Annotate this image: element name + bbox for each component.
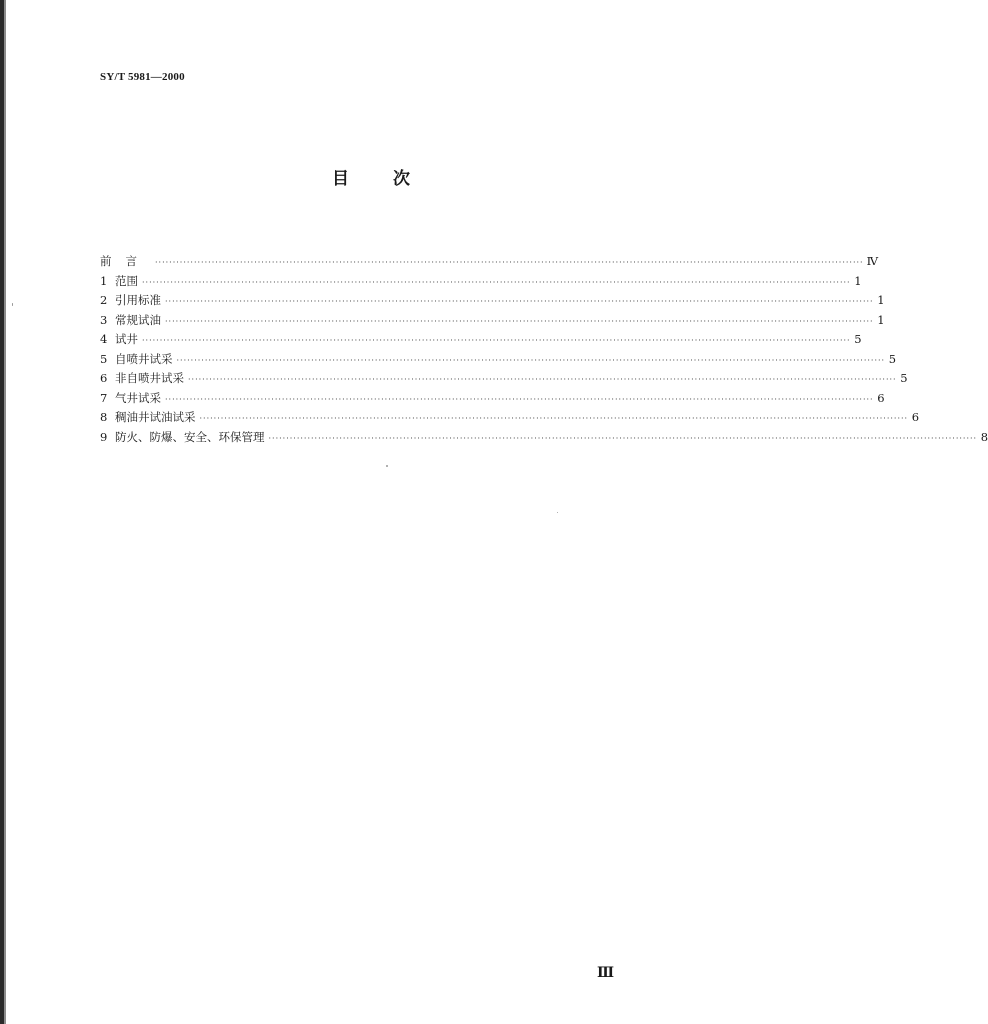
toc-entry-page: 5: [888, 351, 897, 366]
scan-speck: [12, 303, 13, 306]
standard-code: SY/T 5981—2000: [100, 71, 185, 83]
toc-entry-label: 稠油井试油试采: [115, 410, 196, 424]
toc-entry-number: 5: [100, 351, 108, 366]
toc-entry-number: 8: [100, 410, 108, 424]
toc-leader-dots: ········································································································································································································: [165, 297, 874, 306]
page-title-char-2: 次: [393, 169, 410, 189]
page-title-char-1: 目: [332, 169, 349, 189]
toc-entry-7[interactable]: [100, 389, 885, 409]
toc-entry-1[interactable]: [100, 272, 862, 292]
toc-leader-dots: ········································································································································································································: [142, 336, 851, 345]
toc-entry-3[interactable]: [100, 311, 885, 331]
toc-leader-dots: ········································································································································································································: [176, 355, 886, 365]
toc-entry-page: Ⅳ: [866, 254, 879, 268]
scan-speck: [386, 465, 388, 467]
toc-entry-page: 1: [877, 312, 885, 327]
toc-entry-number: 4: [100, 332, 108, 346]
toc-leader-dots: ········································································································································································································: [142, 277, 851, 287]
toc-entry-9[interactable]: [100, 428, 988, 448]
toc-leader-dots: ········································································································································································································: [199, 414, 909, 423]
toc-entry-page: 1: [877, 293, 885, 307]
toc-leader-dots: ········································································································································································································: [165, 316, 874, 326]
toc-leader-dots: ········································································································································································································: [155, 258, 864, 267]
toc-entry-page: 5: [854, 332, 862, 346]
toc-entry-page: 6: [877, 390, 885, 405]
toc-entry-number: 2: [100, 293, 108, 307]
toc-entry-page: 8: [980, 429, 988, 444]
toc-entry-label: 自喷井试采: [115, 351, 173, 366]
toc-entry-2[interactable]: [100, 291, 885, 311]
toc-entry-6[interactable]: [100, 369, 908, 389]
toc-entry-label: 常规试油: [115, 312, 161, 327]
toc-entry-label: 引用标准: [115, 293, 161, 307]
toc-entry-foreword[interactable]: [100, 252, 879, 272]
scan-edge-shadow: [4, 0, 6, 1024]
toc-entry-label: 范围: [115, 273, 138, 288]
page-number: Ⅲ: [597, 966, 615, 981]
toc-entry-label: 非自喷井试采: [115, 371, 184, 385]
table-of-contents: [100, 252, 988, 447]
page-title: [332, 164, 410, 189]
toc-entry-label: 试井: [115, 332, 138, 346]
toc-entry-label: 前言: [100, 254, 151, 268]
toc-leader-dots: ········································································································································································································: [268, 433, 978, 443]
toc-entry-page: 6: [911, 410, 920, 424]
toc-entry-5[interactable]: [100, 350, 897, 370]
toc-entry-number: 9: [100, 429, 108, 444]
toc-entry-number: 7: [100, 390, 108, 405]
toc-entry-8[interactable]: [100, 408, 920, 428]
toc-entry-label: 气井试采: [115, 390, 161, 405]
toc-entry-label: 防火、防爆、安全、环保管理: [115, 429, 265, 444]
toc-entry-page: 5: [900, 371, 908, 385]
toc-leader-dots: ········································································································································································································: [165, 394, 874, 404]
scan-speck: [557, 512, 558, 513]
toc-entry-4[interactable]: [100, 330, 862, 350]
toc-entry-number: 3: [100, 312, 108, 327]
toc-entry-number: 1: [100, 273, 108, 288]
toc-entry-page: 1: [854, 273, 862, 288]
toc-leader-dots: ········································································································································································································: [188, 375, 897, 384]
toc-entry-number: 6: [100, 371, 108, 385]
